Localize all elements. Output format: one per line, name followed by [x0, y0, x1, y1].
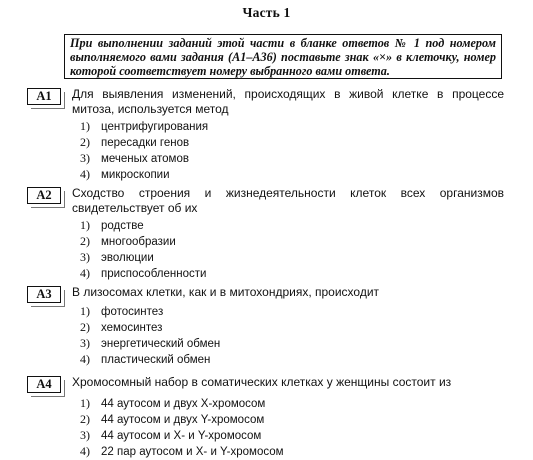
answer-option[interactable] [80, 427, 284, 443]
answer-option[interactable] [80, 134, 208, 150]
option-text: 22 пар аутосом и Х- и Y-хромосом [101, 446, 284, 458]
option-number: 1) [80, 396, 90, 410]
option-text: 44 аутосом и двух Y-хромосом [101, 414, 265, 426]
task-label: А2 [27, 187, 61, 204]
answer-option[interactable] [80, 150, 208, 166]
option-text: центрифугирования [101, 121, 209, 133]
option-text: энергетический обмен [101, 338, 221, 350]
cross-mark-symbol: × [379, 50, 387, 64]
answer-option[interactable] [80, 395, 284, 411]
option-text: родстве [101, 220, 144, 232]
option-number: 2) [80, 135, 90, 149]
answer-options [80, 217, 206, 281]
answer-option[interactable] [80, 233, 206, 249]
answer-option[interactable] [80, 265, 206, 281]
option-number: 1) [80, 218, 90, 232]
answer-option[interactable] [80, 351, 220, 367]
answer-option[interactable] [80, 217, 206, 233]
option-number: 1) [80, 119, 90, 133]
task-label: А1 [27, 88, 61, 105]
option-text: микроскопии [101, 169, 170, 181]
option-text: пересадки генов [101, 137, 190, 149]
option-text: 44 аутосом и Х- и Y-хромосом [101, 430, 262, 442]
option-number: 4) [80, 266, 90, 280]
answer-option[interactable] [80, 443, 284, 459]
answer-option[interactable] [80, 335, 220, 351]
option-number: 1) [80, 304, 90, 318]
answer-option[interactable] [80, 411, 284, 427]
option-text: меченых атомов [101, 153, 189, 165]
option-number: 2) [80, 412, 90, 426]
option-number: 3) [80, 151, 90, 165]
instructions-text-before: При выполнении заданий этой части в бланке ответов № 1 под номером выполняемого вами задания (А1–А36) поставьте знак « [70, 36, 496, 64]
option-number: 4) [80, 352, 90, 366]
option-number: 3) [80, 250, 90, 264]
answer-option[interactable] [80, 319, 220, 335]
task-label: А4 [27, 376, 61, 393]
instructions-text-after: » в клеточку, номер которой соответствует номеру выбранного вами ответа. [70, 50, 497, 78]
answer-option[interactable] [80, 166, 208, 182]
option-text: пластический обмен [101, 354, 211, 366]
answer-options [80, 118, 208, 182]
task-question: Для выявления изменений, происходящих в живой клетке в процессе митоза, используется метод [72, 87, 504, 116]
answer-option[interactable] [80, 249, 206, 265]
instructions-box [64, 34, 502, 79]
option-text: эволюции [101, 252, 154, 264]
answer-options [80, 303, 220, 367]
answer-option[interactable] [80, 303, 220, 319]
option-number: 4) [80, 167, 90, 181]
option-number: 2) [80, 320, 90, 334]
option-number: 2) [80, 234, 90, 248]
option-number: 3) [80, 336, 90, 350]
task-label: А3 [27, 286, 61, 303]
answer-options [80, 395, 284, 459]
task-question: Хромосомный набор в соматических клетках у женщины состоит из [72, 375, 452, 389]
option-text: фотосинтез [101, 306, 164, 318]
part-title: Часть 1 [242, 5, 291, 20]
option-text: хемосинтез [101, 322, 163, 334]
option-number: 3) [80, 428, 90, 442]
option-text: приспособленности [101, 268, 207, 280]
option-number: 4) [80, 444, 90, 458]
answer-option[interactable] [80, 118, 208, 134]
task-question: В лизосомах клетки, как и в митохондриях, происходит [72, 285, 380, 299]
option-text: многообразии [101, 236, 176, 248]
task-question: Сходство строения и жизнедеятельности клеток всех организмов свидетельствует об их [72, 186, 504, 215]
option-text: 44 аутосом и двух Х-хромосом [101, 398, 266, 410]
